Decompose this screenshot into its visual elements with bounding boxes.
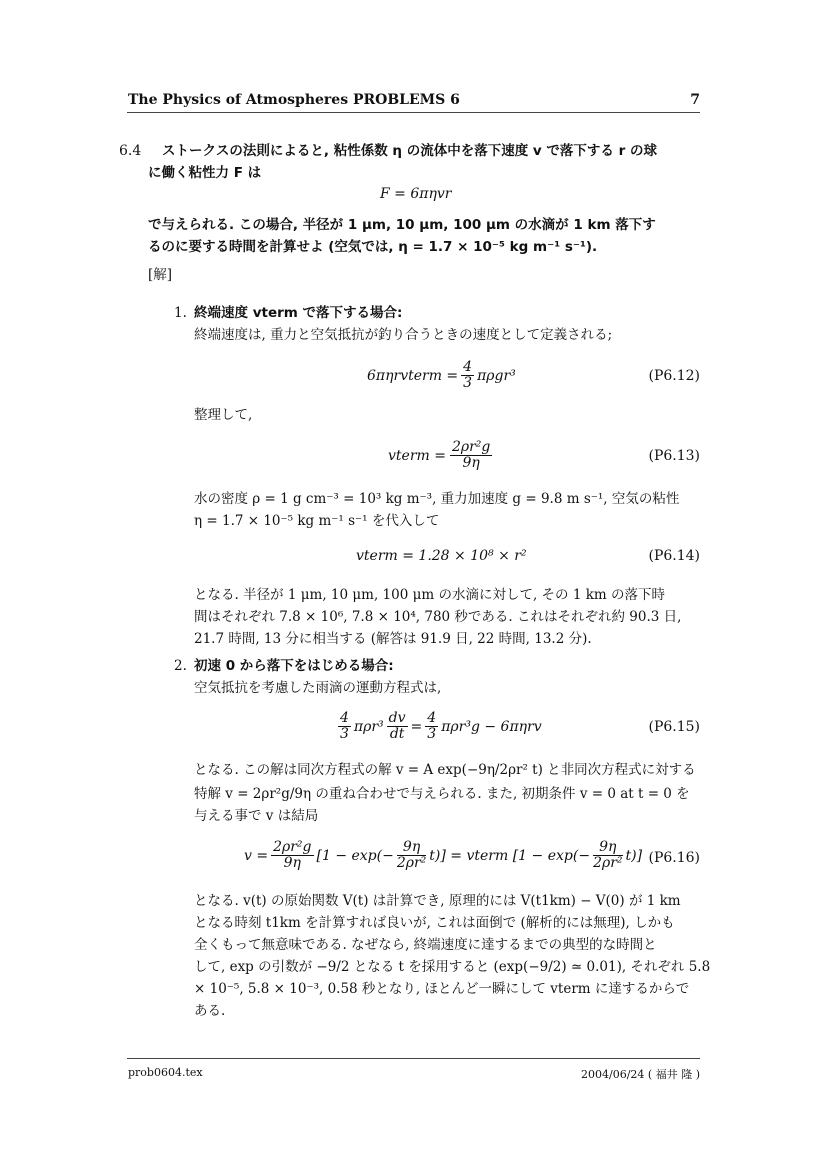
page-number: 7 [690,92,700,108]
eq15-dv-den: dt [389,726,405,742]
item-2-line-9: × 10⁻⁵, 5.8 × 10⁻³, 0.58 秒となり, ほとんど一瞬にして vterm に達するからで [194,981,690,997]
equation-p6-12 [367,360,516,391]
eq16-den: 9η [283,855,301,871]
eq15-frac-a [338,711,351,742]
eq16-number: (P6.16) [648,850,700,866]
eq14-number: (P6.14) [648,548,700,564]
eq15-equals: = [410,718,423,735]
item-2-line-4: 与える事で v は結局 [194,808,319,824]
equation-p6-15 [338,711,542,742]
item-2-line-10: ある. [194,1003,226,1019]
item-2-line-2: となる. この解は同次方程式の解 v = A exp(−9η/2ρr² t) と非同次方程式に対する [194,762,696,778]
header-rule [127,112,700,113]
item-2-line-5: となる. v(t) の原始関数 V(t) は計算でき, 原理的には V(t1km) − V(0) が 1 km [194,893,681,909]
item-1-line-2: 整理して, [194,407,253,423]
item-1-line-7: 21.7 時間, 13 分に相当する (解答は 91.9 日, 22 時間, 13.2 分). [194,631,592,647]
eq15-number: (P6.15) [648,719,700,735]
eq16-in2-num: 9η [593,840,622,856]
eq13-number: (P6.13) [648,448,700,464]
equation-stokes: F = 6πηvr [380,186,452,202]
eq16-lhs: v = [244,847,269,864]
problem-line-1: ストークスの法則によると, 粘性係数 η の流体中を落下速度 v で落下する r の球 [162,143,657,159]
problem-number: 6.4 [119,143,142,159]
item-1-marker: 1. [174,305,187,321]
item-2-line-3: 特解 v = 2ρr²g/9η の重ね合わせで与えられる. また, 初期条件 v = 0 at t = 0 を [194,786,690,802]
problem-line-2: に働く粘性力 F は [148,165,262,181]
problem-line-3: で与えられる. この場合, 半径が 1 μm, 10 μm, 100 μm の水滴が 1 km 落下す [148,217,656,233]
eq13-num: 2ρr²g [451,439,491,455]
eq16-bracket-1-end: t)] = vterm [1 − exp(− [429,847,591,864]
item-2-line-1: 空気抵抗を考慮した雨滴の運動方程式は, [194,680,442,696]
item-1-line-5: となる. 半径が 1 μm, 10 μm, 100 μm の水滴に対して, その 1 km の落下時 [194,587,665,603]
equation-p6-14: vterm = 1.28 × 10⁸ × r² [356,548,527,564]
eq15-a-den: 3 [340,726,349,742]
eq16-num: 2ρr²g [273,839,312,855]
eq16-bracket-2-end: t)] [625,847,643,864]
equation-p6-13 [388,440,492,471]
eq16-bracket-1: [1 − exp(− [316,847,394,864]
eq15-b-den: 3 [427,726,437,742]
footer-date-author: 2004/06/24 ( 福井 隆 ) [581,1068,700,1081]
running-header-title: The Physics of Atmospheres PROBLEMS 6 [128,92,460,108]
eq12-frac-num: 4 [463,359,473,375]
eq15-frac-dv [387,711,408,742]
eq15-a-num: 4 [340,710,349,726]
eq15-b-rest: πρr³g − 6πηrv [441,718,542,735]
problem-line-4: るのに要する時間を計算せよ (空気では, η = 1.7 × 10⁻⁵ kg m⁻¹ s⁻¹). [148,239,598,255]
footer-rule [127,1058,700,1059]
item-2-line-7: 全くもって無意味である. なぜなら, 終端速度に達するまでの典型的な時間と [194,937,657,953]
eq15-b-num: 4 [427,710,437,726]
eq16-in2-den: 2ρr² [593,855,623,871]
item-2-line-6: となる時刻 t1km を計算すれば良いが, これは面倒で (解析的には無理), しかも [194,915,675,931]
footer-filename: prob0604.tex [128,1066,203,1079]
eq12-lhs: 6πηrvterm = [367,367,459,384]
eq15-dv-num: dv [388,710,406,726]
eq16-in-num: 9η [397,840,426,856]
item-2-heading: 初速 0 から落下をはじめる場合: [194,658,394,674]
eq12-fraction [461,360,474,391]
eq15-frac-b [425,711,438,742]
item-2-line-8: して, exp の引数が −9/2 となる t を採用すると (exp(−9/2) ≃ 0.01), それぞれ 5.8 [194,959,711,975]
eq12-rhs: πρgr³ [477,367,516,384]
eq15-a-mid: πρr³ [353,718,384,735]
eq16-fraction [271,840,313,871]
eq12-frac-den: 3 [463,375,473,391]
eq16-inner-fraction-1 [397,840,426,871]
eq16-in-den: 2ρr² [396,855,427,871]
eq16-inner-fraction-2 [593,840,622,871]
eq13-den: 9η [462,455,480,471]
equation-p6-16 [244,840,642,871]
item-1-heading: 終端速度 vterm で落下する場合: [194,305,403,321]
item-1-line-1: 終端速度は, 重力と空気抵抗が釣り合うときの速度として定義される; [194,327,613,343]
eq13-fraction [450,440,492,471]
item-1-line-4: η = 1.7 × 10⁻⁵ kg m⁻¹ s⁻¹ を代入して [194,513,440,529]
eq13-lhs: vterm = [388,447,446,464]
item-1-line-6: 間はそれぞれ 7.8 × 10⁶, 7.8 × 10⁴, 780 秒である. これはそれぞれ約 90.3 日, [194,609,682,625]
solution-label: [解] [148,267,173,283]
item-1-line-3: 水の密度 ρ = 1 g cm⁻³ = 10³ kg m⁻³, 重力加速度 g = 9.8 m s⁻¹, 空気の粘性 [194,491,680,507]
eq12-number: (P6.12) [648,368,700,384]
item-2-marker: 2. [174,658,187,674]
